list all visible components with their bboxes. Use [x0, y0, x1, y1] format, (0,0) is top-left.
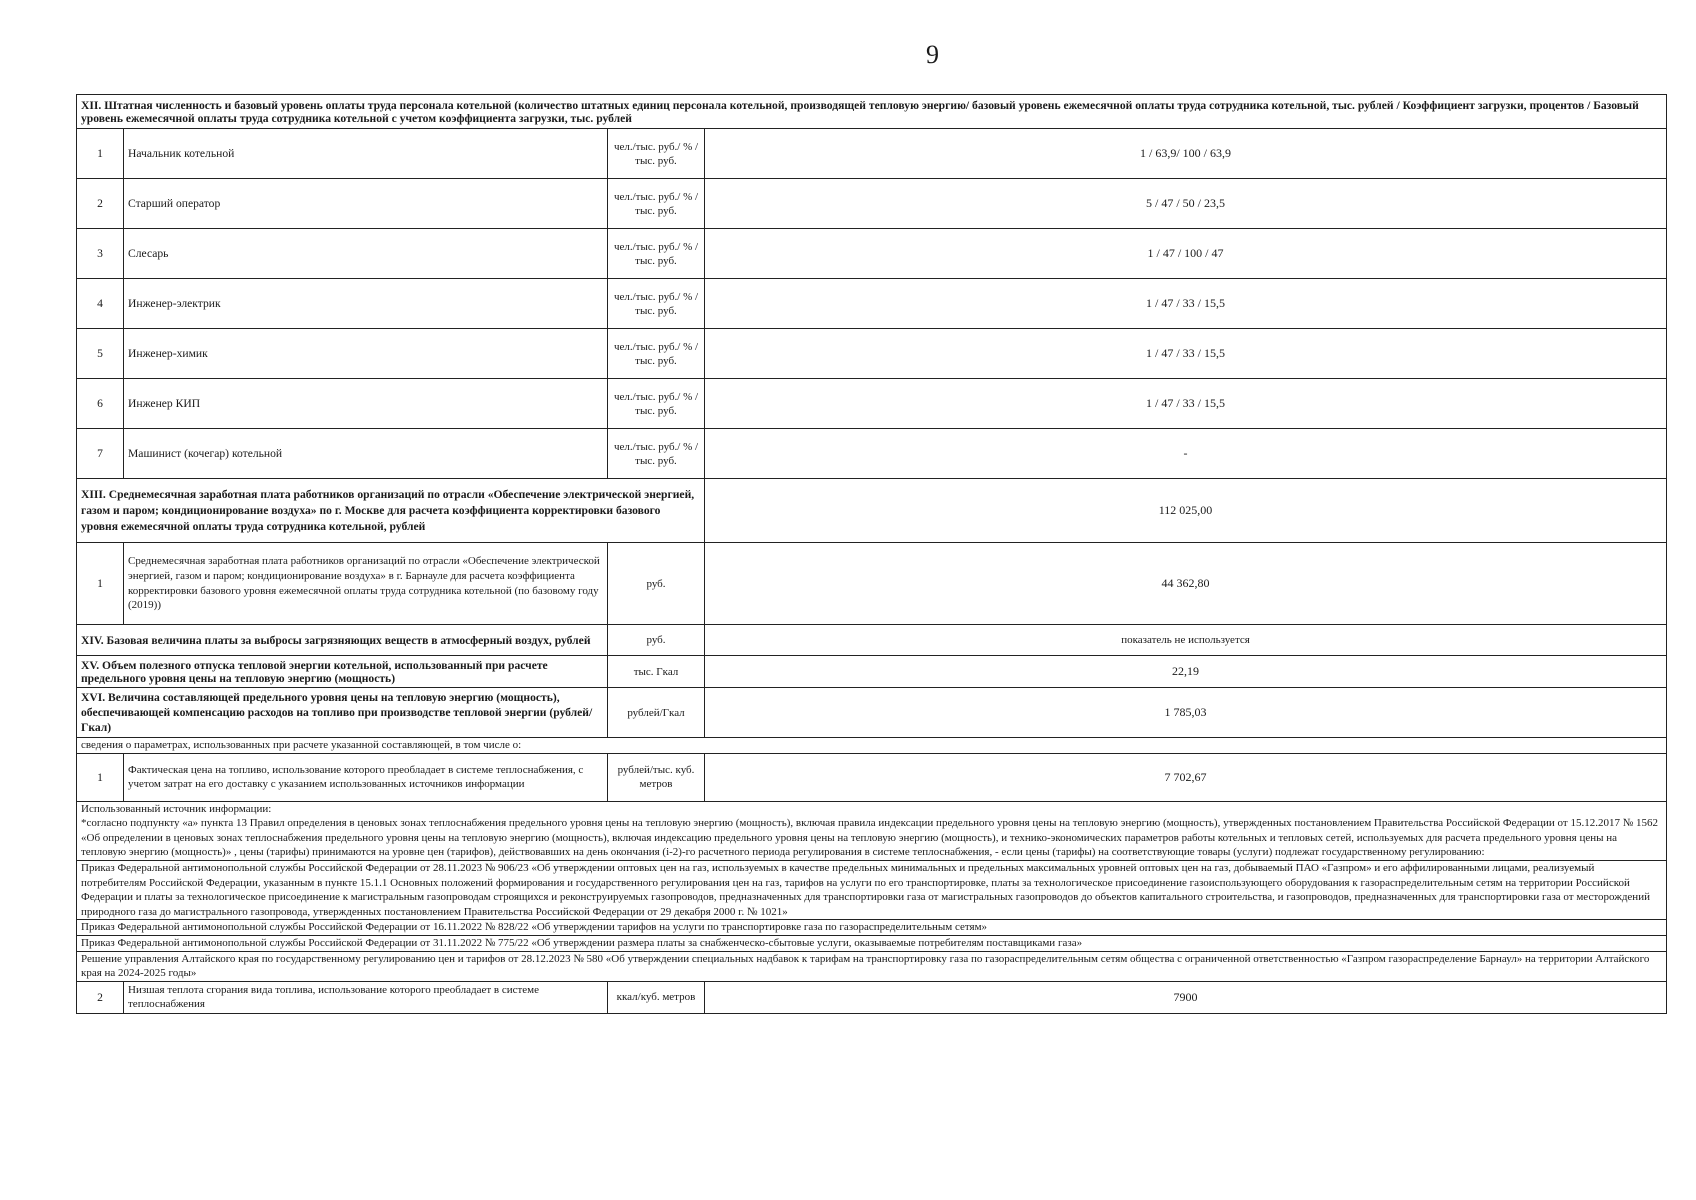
row-unit: чел./тыс. руб./ % /тыс. руб. — [608, 179, 705, 229]
row-name: Инженер КИП — [124, 379, 608, 429]
row-unit: чел./тыс. руб./ % /тыс. руб. — [608, 329, 705, 379]
row-number: 6 — [77, 379, 124, 429]
row-value: 5 / 47 / 50 / 23,5 — [705, 179, 1667, 229]
row-value: - — [705, 429, 1667, 479]
table-row — [77, 179, 1667, 229]
section-14-unit: руб. — [608, 625, 705, 656]
section-16-title: XVI. Величина составляющей предельного уровня цены на тепловую энергию (мощность), обеспечивающей компенсацию расходов на топливо при производстве тепловой энергии (рублей/Гкал) — [77, 688, 608, 738]
section-15-unit: тыс. Гкал — [608, 656, 705, 688]
row-unit: рублей/тыс. куб. метров — [608, 753, 705, 801]
row-unit: чел./тыс. руб./ % /тыс. руб. — [608, 279, 705, 329]
row-value: 1 / 47 / 33 / 15,5 — [705, 379, 1667, 429]
row-name: Инженер-электрик — [124, 279, 608, 329]
row-unit: руб. — [608, 543, 705, 625]
row-name: Начальник котельной — [124, 129, 608, 179]
row-unit: чел./тыс. руб./ % /тыс. руб. — [608, 129, 705, 179]
source-fas-3: Приказ Федеральной антимонопольной службы Российской Федерации от 31.11.2022 № 775/22 «Об утверждении размера платы за снабженческо-сбытовые услуги, оказываемые потребителям поставщиками газа» — [77, 935, 1667, 951]
row-number: 1 — [77, 543, 124, 625]
row-value: 1 / 47 / 100 / 47 — [705, 229, 1667, 279]
row-name: Слесарь — [124, 229, 608, 279]
table-row — [77, 543, 1667, 625]
section-16-unit: рублей/Гкал — [608, 688, 705, 738]
section-15-value: 22,19 — [705, 656, 1667, 688]
source-fas-1: Приказ Федеральной антимонопольной службы Российской Федерации от 28.11.2023 № 906/23 «Об утверждении оптовых цен на газ, используемых в качестве предельных минимальных и предельных максимальных уровней оптовых цен на газ, добываемый ПАО «Газпром» и его аффилированными лицами, реализуемый потребителям Российской Федерации, указанным в пункте 15.1.1 Основных положений формирования и государственного регулирования цен на газ, тарифов на услуги по его транспортировке, платы за технологическое присоединение газоиспользующего оборудования к газораспределительным сетям на территории Российской Федерации и платы за технологическое присоединение к магистральным газопроводам строящихся и реконструируемых газопроводов, предназначенных для транспортировки газа от магистральных газопроводов до объектов капитального строительства, и газопроводов, предназначенных для транспортировки газа от месторождений природного газа до магистрального газопровода, утвержденных постановлением Правительства Российской Федерации от 29 декабря 2000 г. № 1021» — [77, 860, 1667, 919]
section-15-title: XV. Объем полезного отпуска тепловой энергии котельной, использованный при расчете предельного уровня цены на тепловую энергию (мощность) — [77, 656, 608, 688]
row-number: 2 — [77, 981, 124, 1013]
table-row — [77, 329, 1667, 379]
row-name: Инженер-химик — [124, 329, 608, 379]
row-name: Среднемесячная заработная плата работников организаций по отрасли «Обеспечение электрической энергией, газом и паром; кондиционирование воздуха» в г. Барнауле для расчета коэффициента корректировки базового уровня ежемесячной оплаты труда сотрудника котельной (по базовому году (2019)) — [124, 543, 608, 625]
row-number: 1 — [77, 129, 124, 179]
row-name: Фактическая цена на топливо, использование которого преобладает в системе теплоснабжения, с учетом затрат на его доставку с указанием использованных источников информации — [124, 753, 608, 801]
table-row — [77, 279, 1667, 329]
row-number: 7 — [77, 429, 124, 479]
section-16-value: 1 785,03 — [705, 688, 1667, 738]
table-row — [77, 379, 1667, 429]
sources-title: Использованный источник информации: — [81, 802, 272, 815]
source-main: *согласно подпункту «а» пункта 13 Правил определения в ценовых зонах теплоснабжения предельного уровня цены на тепловую энергию (мощность), включая правила индексации предельного уровня цены на тепловую энергию (мощность), утвержденных постановлением Правительства Российской Федерации от 15.12.2017 № 1562 «Об определении в ценовых зонах теплоснабжения предельного уровня цены на тепловую энергию (мощность), включая индексацию предельного уровня цены на тепловую энергию (мощность), и технико-экономических параметров работы котельных и тепловых сетей, используемых для расчета предельного уровня цены на тепловую энергию (мощность)» , цены (тарифы) принимаются на уровне цен (тарифов), действовавших на день окончания (i-2)-го расчетного периода регулирования в системе теплоснабжения, - если цены (тарифы) на соответствующие товары (услуги) подлежат государственному регулированию: — [81, 817, 1658, 859]
row-unit: чел./тыс. руб./ % /тыс. руб. — [608, 429, 705, 479]
section-14-value: показатель не используется — [705, 625, 1667, 656]
row-number: 3 — [77, 229, 124, 279]
row-unit: чел./тыс. руб./ % /тыс. руб. — [608, 379, 705, 429]
section-12-title: XII. Штатная численность и базовый уровень оплаты труда персонала котельной (количество штатных единиц персонала котельной, производящей тепловую энергию/ базовый уровень ежемесячной оплаты труда сотрудника котельной, тыс. рублей / Коэффициент загрузки, процентов / Базовый уровень ежемесячной оплаты труда сотрудника котельной с учетом коэффициента загрузки, тыс. рублей — [77, 95, 1667, 129]
source-fas-2: Приказ Федеральной антимонопольной службы Российской Федерации от 16.11.2022 № 828/22 «Об утверждении тарифов на услуги по транспортировке газа по газораспределительным сетям» — [77, 920, 1667, 936]
row-number: 5 — [77, 329, 124, 379]
row-unit: ккал/куб. метров — [608, 981, 705, 1013]
row-unit: чел./тыс. руб./ % /тыс. руб. — [608, 229, 705, 279]
table-row — [77, 753, 1667, 801]
params-label: сведения о параметрах, использованных при расчете указанной составляющей, в том числе о: — [77, 738, 1667, 754]
section-13-title: XIII. Среднемесячная заработная плата работников организаций по отрасли «Обеспечение электрической энергией, газом и паром; кондиционирование воздуха» по г. Москве для расчета коэффициента корректировки базового уровня ежемесячной оплаты труда сотрудника котельной, рублей — [77, 479, 705, 543]
row-number: 1 — [77, 753, 124, 801]
row-value: 1 / 47 / 33 / 15,5 — [705, 279, 1667, 329]
table-row — [77, 981, 1667, 1013]
row-value: 7900 — [705, 981, 1667, 1013]
row-name: Машинист (кочегар) котельной — [124, 429, 608, 479]
page-number: 9 — [926, 40, 940, 69]
tariff-table — [76, 94, 1667, 1014]
section-14-title: XIV. Базовая величина платы за выбросы загрязняющих веществ в атмосферный воздух, рублей — [77, 625, 608, 656]
row-name: Старший оператор — [124, 179, 608, 229]
row-name: Низшая теплота сгорания вида топлива, использование которого преобладает в системе теплоснабжения — [124, 981, 608, 1013]
row-value: 1 / 63,9/ 100 / 63,9 — [705, 129, 1667, 179]
sources-block — [77, 801, 1667, 860]
section-13-value: 112 025,00 — [705, 479, 1667, 543]
row-value: 7 702,67 — [705, 753, 1667, 801]
row-number: 2 — [77, 179, 124, 229]
table-row — [77, 429, 1667, 479]
table-row — [77, 129, 1667, 179]
source-altai: Решение управления Алтайского края по государственному регулированию цен и тарифов от 28.12.2023 № 580 «Об утверждении специальных надбавок к тарифам на транспортировку газа по газораспределительным сетям общества с ограниченной ответственностью «Газпром газораспределение Барнаул» на территории Алтайского края на 2024-2025 годы» — [77, 951, 1667, 981]
row-value: 44 362,80 — [705, 543, 1667, 625]
table-row — [77, 229, 1667, 279]
row-value: 1 / 47 / 33 / 15,5 — [705, 329, 1667, 379]
row-number: 4 — [77, 279, 124, 329]
